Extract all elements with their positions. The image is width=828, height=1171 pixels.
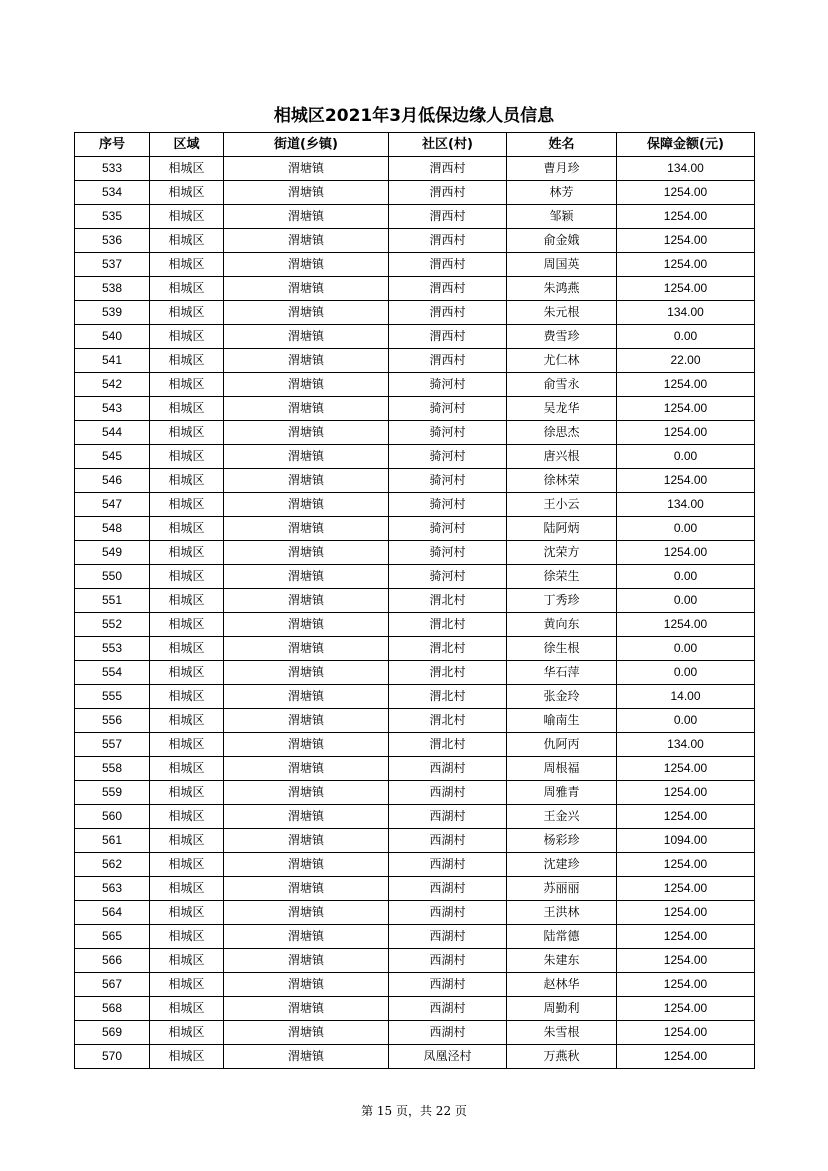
cell-name: 朱建东 bbox=[507, 949, 617, 973]
table-row bbox=[75, 901, 755, 925]
cell-amount: 1254.00 bbox=[617, 373, 755, 397]
cell-community: 西湖村 bbox=[389, 901, 507, 925]
cell-district: 相城区 bbox=[150, 541, 224, 565]
cell-seq: 560 bbox=[75, 805, 150, 829]
cell-street: 渭塘镇 bbox=[224, 445, 389, 469]
cell-seq: 546 bbox=[75, 469, 150, 493]
cell-community: 西湖村 bbox=[389, 877, 507, 901]
table-row bbox=[75, 373, 755, 397]
cell-name: 徐思杰 bbox=[507, 421, 617, 445]
cell-street: 渭塘镇 bbox=[224, 901, 389, 925]
cell-community: 渭北村 bbox=[389, 637, 507, 661]
cell-street: 渭塘镇 bbox=[224, 469, 389, 493]
cell-amount: 0.00 bbox=[617, 661, 755, 685]
table-body bbox=[75, 157, 755, 1069]
cell-amount: 1254.00 bbox=[617, 229, 755, 253]
cell-community: 渭西村 bbox=[389, 229, 507, 253]
cell-community: 渭西村 bbox=[389, 205, 507, 229]
header-name: 姓名 bbox=[507, 133, 617, 157]
cell-amount: 1254.00 bbox=[617, 877, 755, 901]
cell-district: 相城区 bbox=[150, 757, 224, 781]
cell-street: 渭塘镇 bbox=[224, 181, 389, 205]
cell-community: 西湖村 bbox=[389, 781, 507, 805]
cell-amount: 1254.00 bbox=[617, 205, 755, 229]
table-row bbox=[75, 733, 755, 757]
cell-street: 渭塘镇 bbox=[224, 637, 389, 661]
header-amount: 保障金额(元) bbox=[617, 133, 755, 157]
cell-street: 渭塘镇 bbox=[224, 949, 389, 973]
cell-seq: 541 bbox=[75, 349, 150, 373]
table-row bbox=[75, 349, 755, 373]
cell-amount: 1254.00 bbox=[617, 421, 755, 445]
cell-district: 相城区 bbox=[150, 445, 224, 469]
cell-district: 相城区 bbox=[150, 397, 224, 421]
table-row bbox=[75, 253, 755, 277]
cell-district: 相城区 bbox=[150, 973, 224, 997]
cell-district: 相城区 bbox=[150, 517, 224, 541]
cell-amount: 0.00 bbox=[617, 445, 755, 469]
cell-amount: 22.00 bbox=[617, 349, 755, 373]
cell-name: 邹颖 bbox=[507, 205, 617, 229]
cell-district: 相城区 bbox=[150, 949, 224, 973]
cell-street: 渭塘镇 bbox=[224, 877, 389, 901]
page-title: 相城区2021年3月低保边缘人员信息 bbox=[273, 106, 555, 126]
cell-amount: 134.00 bbox=[617, 733, 755, 757]
cell-district: 相城区 bbox=[150, 349, 224, 373]
cell-street: 渭塘镇 bbox=[224, 1021, 389, 1045]
cell-district: 相城区 bbox=[150, 661, 224, 685]
table-row bbox=[75, 877, 755, 901]
data-table bbox=[74, 132, 755, 1069]
cell-district: 相城区 bbox=[150, 1045, 224, 1069]
table-row bbox=[75, 565, 755, 589]
cell-seq: 544 bbox=[75, 421, 150, 445]
cell-amount: 1254.00 bbox=[617, 757, 755, 781]
cell-name: 万燕秋 bbox=[507, 1045, 617, 1069]
cell-seq: 534 bbox=[75, 181, 150, 205]
cell-district: 相城区 bbox=[150, 205, 224, 229]
cell-district: 相城区 bbox=[150, 493, 224, 517]
cell-seq: 540 bbox=[75, 325, 150, 349]
cell-amount: 134.00 bbox=[617, 157, 755, 181]
cell-name: 陆阿炳 bbox=[507, 517, 617, 541]
cell-seq: 547 bbox=[75, 493, 150, 517]
cell-name: 陆常德 bbox=[507, 925, 617, 949]
cell-community: 渭西村 bbox=[389, 325, 507, 349]
table-row bbox=[75, 157, 755, 181]
cell-amount: 1094.00 bbox=[617, 829, 755, 853]
cell-street: 渭塘镇 bbox=[224, 973, 389, 997]
cell-district: 相城区 bbox=[150, 469, 224, 493]
cell-district: 相城区 bbox=[150, 925, 224, 949]
cell-amount: 0.00 bbox=[617, 517, 755, 541]
table-row bbox=[75, 1021, 755, 1045]
cell-amount: 1254.00 bbox=[617, 1021, 755, 1045]
cell-name: 徐荣生 bbox=[507, 565, 617, 589]
cell-community: 骑河村 bbox=[389, 541, 507, 565]
cell-seq: 545 bbox=[75, 445, 150, 469]
cell-street: 渭塘镇 bbox=[224, 397, 389, 421]
cell-name: 朱元根 bbox=[507, 301, 617, 325]
cell-street: 渭塘镇 bbox=[224, 685, 389, 709]
cell-community: 渭西村 bbox=[389, 277, 507, 301]
table-row bbox=[75, 301, 755, 325]
cell-street: 渭塘镇 bbox=[224, 349, 389, 373]
cell-street: 渭塘镇 bbox=[224, 277, 389, 301]
cell-name: 周雅青 bbox=[507, 781, 617, 805]
cell-community: 骑河村 bbox=[389, 373, 507, 397]
cell-amount: 0.00 bbox=[617, 589, 755, 613]
cell-community: 渭西村 bbox=[389, 349, 507, 373]
table-row bbox=[75, 781, 755, 805]
cell-street: 渭塘镇 bbox=[224, 661, 389, 685]
header-district: 区域 bbox=[150, 133, 224, 157]
cell-community: 凤凰泾村 bbox=[389, 1045, 507, 1069]
table-row bbox=[75, 853, 755, 877]
cell-community: 西湖村 bbox=[389, 853, 507, 877]
cell-seq: 556 bbox=[75, 709, 150, 733]
cell-community: 西湖村 bbox=[389, 829, 507, 853]
table-row bbox=[75, 205, 755, 229]
table-row bbox=[75, 613, 755, 637]
cell-street: 渭塘镇 bbox=[224, 805, 389, 829]
cell-amount: 1254.00 bbox=[617, 397, 755, 421]
cell-street: 渭塘镇 bbox=[224, 829, 389, 853]
cell-name: 尤仁林 bbox=[507, 349, 617, 373]
cell-district: 相城区 bbox=[150, 997, 224, 1021]
cell-district: 相城区 bbox=[150, 181, 224, 205]
cell-amount: 1254.00 bbox=[617, 805, 755, 829]
cell-district: 相城区 bbox=[150, 853, 224, 877]
cell-seq: 543 bbox=[75, 397, 150, 421]
table-row bbox=[75, 925, 755, 949]
cell-community: 西湖村 bbox=[389, 805, 507, 829]
cell-seq: 533 bbox=[75, 157, 150, 181]
cell-amount: 134.00 bbox=[617, 301, 755, 325]
cell-name: 王金兴 bbox=[507, 805, 617, 829]
cell-name: 唐兴根 bbox=[507, 445, 617, 469]
cell-community: 骑河村 bbox=[389, 469, 507, 493]
table-row bbox=[75, 445, 755, 469]
cell-community: 西湖村 bbox=[389, 973, 507, 997]
cell-amount: 1254.00 bbox=[617, 949, 755, 973]
cell-street: 渭塘镇 bbox=[224, 541, 389, 565]
cell-name: 费雪珍 bbox=[507, 325, 617, 349]
table-row bbox=[75, 181, 755, 205]
cell-name: 周国英 bbox=[507, 253, 617, 277]
cell-district: 相城区 bbox=[150, 613, 224, 637]
cell-amount: 1254.00 bbox=[617, 277, 755, 301]
cell-street: 渭塘镇 bbox=[224, 229, 389, 253]
cell-seq: 553 bbox=[75, 637, 150, 661]
cell-amount: 1254.00 bbox=[617, 925, 755, 949]
cell-district: 相城区 bbox=[150, 733, 224, 757]
cell-community: 渭北村 bbox=[389, 733, 507, 757]
cell-name: 喻南生 bbox=[507, 709, 617, 733]
cell-name: 林芳 bbox=[507, 181, 617, 205]
cell-street: 渭塘镇 bbox=[224, 157, 389, 181]
cell-name: 吴龙华 bbox=[507, 397, 617, 421]
cell-street: 渭塘镇 bbox=[224, 1045, 389, 1069]
table-row bbox=[75, 1045, 755, 1069]
cell-community: 骑河村 bbox=[389, 421, 507, 445]
cell-district: 相城区 bbox=[150, 421, 224, 445]
header-street: 街道(乡镇) bbox=[224, 133, 389, 157]
cell-name: 曹月珍 bbox=[507, 157, 617, 181]
table-row bbox=[75, 277, 755, 301]
cell-seq: 559 bbox=[75, 781, 150, 805]
cell-seq: 549 bbox=[75, 541, 150, 565]
cell-street: 渭塘镇 bbox=[224, 325, 389, 349]
header-community: 社区(村) bbox=[389, 133, 507, 157]
cell-community: 西湖村 bbox=[389, 757, 507, 781]
cell-seq: 562 bbox=[75, 853, 150, 877]
table-row bbox=[75, 757, 755, 781]
table-row bbox=[75, 685, 755, 709]
cell-amount: 0.00 bbox=[617, 565, 755, 589]
cell-street: 渭塘镇 bbox=[224, 853, 389, 877]
cell-amount: 1254.00 bbox=[617, 541, 755, 565]
cell-street: 渭塘镇 bbox=[224, 709, 389, 733]
cell-community: 西湖村 bbox=[389, 997, 507, 1021]
cell-district: 相城区 bbox=[150, 229, 224, 253]
table-row bbox=[75, 589, 755, 613]
cell-name: 周根福 bbox=[507, 757, 617, 781]
cell-amount: 1254.00 bbox=[617, 781, 755, 805]
cell-street: 渭塘镇 bbox=[224, 421, 389, 445]
cell-name: 王洪林 bbox=[507, 901, 617, 925]
cell-seq: 564 bbox=[75, 901, 150, 925]
table-row bbox=[75, 997, 755, 1021]
cell-name: 朱雪根 bbox=[507, 1021, 617, 1045]
cell-community: 骑河村 bbox=[389, 565, 507, 589]
cell-street: 渭塘镇 bbox=[224, 205, 389, 229]
cell-seq: 548 bbox=[75, 517, 150, 541]
cell-name: 周勤利 bbox=[507, 997, 617, 1021]
cell-street: 渭塘镇 bbox=[224, 733, 389, 757]
cell-community: 骑河村 bbox=[389, 445, 507, 469]
cell-name: 丁秀珍 bbox=[507, 589, 617, 613]
cell-street: 渭塘镇 bbox=[224, 757, 389, 781]
cell-street: 渭塘镇 bbox=[224, 613, 389, 637]
cell-seq: 566 bbox=[75, 949, 150, 973]
cell-district: 相城区 bbox=[150, 829, 224, 853]
cell-community: 西湖村 bbox=[389, 1021, 507, 1045]
cell-amount: 14.00 bbox=[617, 685, 755, 709]
table-row bbox=[75, 541, 755, 565]
cell-name: 赵林华 bbox=[507, 973, 617, 997]
cell-seq: 538 bbox=[75, 277, 150, 301]
cell-name: 俞金娥 bbox=[507, 229, 617, 253]
page-footer: 第 15 页，共 22 页 bbox=[361, 1104, 467, 1118]
cell-name: 黄向东 bbox=[507, 613, 617, 637]
cell-seq: 555 bbox=[75, 685, 150, 709]
cell-community: 骑河村 bbox=[389, 397, 507, 421]
cell-seq: 550 bbox=[75, 565, 150, 589]
cell-street: 渭塘镇 bbox=[224, 253, 389, 277]
cell-name: 王小云 bbox=[507, 493, 617, 517]
cell-street: 渭塘镇 bbox=[224, 997, 389, 1021]
cell-amount: 0.00 bbox=[617, 709, 755, 733]
cell-name: 张金玲 bbox=[507, 685, 617, 709]
cell-amount: 0.00 bbox=[617, 637, 755, 661]
table-row bbox=[75, 469, 755, 493]
header-row bbox=[75, 133, 755, 157]
cell-name: 沈建珍 bbox=[507, 853, 617, 877]
cell-seq: 552 bbox=[75, 613, 150, 637]
table-row bbox=[75, 517, 755, 541]
cell-name: 徐生根 bbox=[507, 637, 617, 661]
cell-district: 相城区 bbox=[150, 277, 224, 301]
cell-community: 渭北村 bbox=[389, 709, 507, 733]
cell-community: 渭西村 bbox=[389, 181, 507, 205]
cell-name: 沈荣方 bbox=[507, 541, 617, 565]
cell-name: 苏丽丽 bbox=[507, 877, 617, 901]
table-row bbox=[75, 325, 755, 349]
cell-district: 相城区 bbox=[150, 1021, 224, 1045]
table-row bbox=[75, 229, 755, 253]
cell-amount: 1254.00 bbox=[617, 181, 755, 205]
cell-street: 渭塘镇 bbox=[224, 493, 389, 517]
cell-street: 渭塘镇 bbox=[224, 565, 389, 589]
cell-seq: 569 bbox=[75, 1021, 150, 1045]
cell-name: 朱鸿燕 bbox=[507, 277, 617, 301]
cell-district: 相城区 bbox=[150, 781, 224, 805]
cell-seq: 568 bbox=[75, 997, 150, 1021]
cell-community: 渭北村 bbox=[389, 661, 507, 685]
table-row bbox=[75, 493, 755, 517]
cell-community: 西湖村 bbox=[389, 949, 507, 973]
cell-district: 相城区 bbox=[150, 301, 224, 325]
cell-district: 相城区 bbox=[150, 637, 224, 661]
cell-seq: 563 bbox=[75, 877, 150, 901]
cell-community: 渭西村 bbox=[389, 157, 507, 181]
cell-amount: 1254.00 bbox=[617, 853, 755, 877]
cell-seq: 542 bbox=[75, 373, 150, 397]
cell-district: 相城区 bbox=[150, 157, 224, 181]
cell-district: 相城区 bbox=[150, 253, 224, 277]
table-row bbox=[75, 805, 755, 829]
cell-district: 相城区 bbox=[150, 589, 224, 613]
cell-amount: 0.00 bbox=[617, 325, 755, 349]
cell-community: 渭北村 bbox=[389, 613, 507, 637]
cell-name: 仇阿丙 bbox=[507, 733, 617, 757]
cell-amount: 1254.00 bbox=[617, 613, 755, 637]
cell-seq: 567 bbox=[75, 973, 150, 997]
table-row bbox=[75, 397, 755, 421]
table-row bbox=[75, 973, 755, 997]
cell-amount: 1254.00 bbox=[617, 469, 755, 493]
cell-district: 相城区 bbox=[150, 373, 224, 397]
cell-district: 相城区 bbox=[150, 565, 224, 589]
cell-name: 杨彩珍 bbox=[507, 829, 617, 853]
cell-name: 俞雪永 bbox=[507, 373, 617, 397]
cell-district: 相城区 bbox=[150, 805, 224, 829]
cell-district: 相城区 bbox=[150, 685, 224, 709]
cell-seq: 565 bbox=[75, 925, 150, 949]
cell-street: 渭塘镇 bbox=[224, 781, 389, 805]
cell-district: 相城区 bbox=[150, 709, 224, 733]
cell-seq: 558 bbox=[75, 757, 150, 781]
cell-community: 西湖村 bbox=[389, 925, 507, 949]
cell-amount: 1254.00 bbox=[617, 1045, 755, 1069]
cell-seq: 570 bbox=[75, 1045, 150, 1069]
table-row bbox=[75, 949, 755, 973]
cell-street: 渭塘镇 bbox=[224, 925, 389, 949]
cell-amount: 1254.00 bbox=[617, 253, 755, 277]
cell-community: 骑河村 bbox=[389, 493, 507, 517]
cell-community: 渭北村 bbox=[389, 589, 507, 613]
cell-seq: 554 bbox=[75, 661, 150, 685]
table-row bbox=[75, 661, 755, 685]
cell-community: 渭西村 bbox=[389, 253, 507, 277]
cell-amount: 1254.00 bbox=[617, 901, 755, 925]
cell-seq: 551 bbox=[75, 589, 150, 613]
cell-seq: 535 bbox=[75, 205, 150, 229]
cell-community: 骑河村 bbox=[389, 517, 507, 541]
cell-community: 渭西村 bbox=[389, 301, 507, 325]
cell-street: 渭塘镇 bbox=[224, 301, 389, 325]
header-seq: 序号 bbox=[75, 133, 150, 157]
cell-seq: 536 bbox=[75, 229, 150, 253]
cell-community: 渭北村 bbox=[389, 685, 507, 709]
cell-district: 相城区 bbox=[150, 325, 224, 349]
cell-seq: 557 bbox=[75, 733, 150, 757]
cell-amount: 1254.00 bbox=[617, 973, 755, 997]
cell-amount: 134.00 bbox=[617, 493, 755, 517]
cell-street: 渭塘镇 bbox=[224, 373, 389, 397]
cell-seq: 537 bbox=[75, 253, 150, 277]
cell-street: 渭塘镇 bbox=[224, 589, 389, 613]
cell-street: 渭塘镇 bbox=[224, 517, 389, 541]
table-row bbox=[75, 709, 755, 733]
table-row bbox=[75, 637, 755, 661]
cell-amount: 1254.00 bbox=[617, 997, 755, 1021]
table-row bbox=[75, 421, 755, 445]
cell-district: 相城区 bbox=[150, 901, 224, 925]
cell-name: 徐林荣 bbox=[507, 469, 617, 493]
table-row bbox=[75, 829, 755, 853]
cell-seq: 539 bbox=[75, 301, 150, 325]
cell-district: 相城区 bbox=[150, 877, 224, 901]
cell-seq: 561 bbox=[75, 829, 150, 853]
cell-name: 华石萍 bbox=[507, 661, 617, 685]
